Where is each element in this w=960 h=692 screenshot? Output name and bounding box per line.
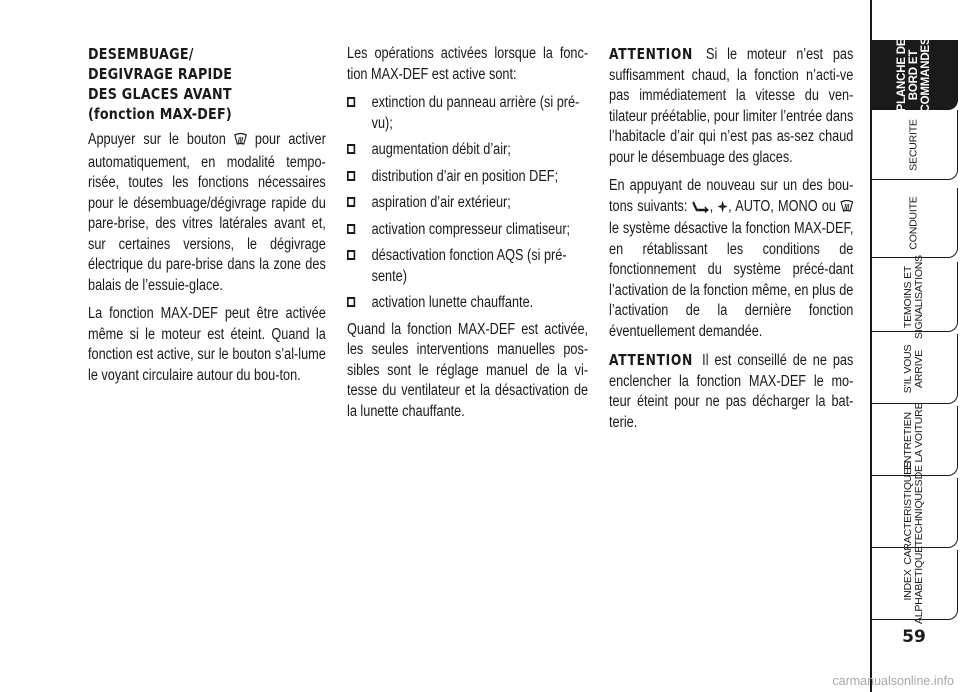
paragraph-intro: Appuyer sur le bouton pour activer automatiquement, en modalité tempo-risée, toutes les fonctions nécessaires pour le désembuage/dégivrage rapide du pare-brise, des vitres latérales avant et, sur certaines versions, le dégivrage électrique du pare-brise dans la zone des balais de l’essuie-glace.	[88, 131, 326, 294]
list-item: aspiration d’air extérieur;	[347, 193, 588, 214]
tab-label: ENTRETIEN DE LA VOITURE	[901, 402, 925, 479]
list-item: distribution d’air en position DEF;	[347, 167, 588, 188]
chapter-index-sidebar	[870, 0, 960, 692]
checkbox-bullet-icon	[347, 250, 355, 260]
tab-caracteristiques[interactable]	[870, 460, 958, 565]
tab-securite[interactable]	[870, 110, 958, 180]
tab-conduite[interactable]	[870, 188, 958, 258]
list-item: activation lunette chauffante.	[347, 293, 588, 314]
list-item: augmentation débit d’air;	[347, 140, 588, 161]
watermark: carmanualsonline.info	[832, 674, 954, 688]
paragraph-manual-interventions: Quand la fonction MAX-DEF est activée, les seules interventions manuelles pos-sibles sont le réglage manuel de la vi-tesse du ventilateur et la désactivation de la lunette chauffante.	[347, 320, 589, 420]
tab-label: INDEX ALPHABETIQUE	[901, 545, 925, 624]
tab-index[interactable]	[870, 545, 958, 624]
checkbox-bullet-icon	[347, 297, 355, 307]
attention-label: ATTENTION	[609, 351, 693, 369]
paragraph-operations-intro: Les opérations activées lorsque la fonc-tion MAX-DEF est active sont:	[347, 45, 589, 83]
defrost-windscreen-icon	[840, 199, 853, 220]
tab-temoins[interactable]	[870, 254, 958, 339]
checkbox-bullet-icon	[347, 171, 355, 181]
checkbox-bullet-icon	[347, 97, 355, 107]
heading-line: (fonction MAX-DEF)	[88, 105, 232, 123]
column-middle	[347, 44, 588, 430]
tab-label: CONDUITE	[907, 195, 919, 250]
checkbox-bullet-icon	[347, 197, 355, 207]
list-item: désactivation fonction AQS (si pré-sente)	[347, 246, 588, 287]
tab-label: PLANCHE DE BORD ET COMMANDES	[895, 37, 932, 112]
attention-note: ATTENTION Si le moteur n’est pas suffisamment chaud, la fonction n’acti-ve pas immédiatement la vitesse du ven-tilateur préétablie, pour limiter l’entrée dans l’habitacle d’air qui n’est pas as-sez chaud pour le désembuage des glaces.	[609, 45, 854, 166]
tab-planche-de-bord[interactable]	[870, 37, 958, 112]
tab-label: TEMOINS ET SIGNALISATIONS	[901, 254, 925, 339]
tab-label: S’IL VOUS ARRIVE	[901, 344, 925, 393]
checkbox-bullet-icon	[347, 144, 355, 154]
list-item: activation compresseur climatiseur;	[347, 220, 588, 241]
defrost-windscreen-icon	[234, 132, 247, 153]
tab-label: SECURITE	[907, 118, 919, 171]
column-left	[88, 44, 326, 394]
paragraph-deactivate: En appuyant de nouveau sur un des bou-tons suivants: , , AUTO, MONO ou le système désactive la fonction MAX-DEF, en rétablissant les conditions de fonctionnement du système précé-dant l’activation de la fonction même, en plus de l’activation de la dernière fonction éventuellement demandée.	[609, 177, 854, 340]
column-right	[609, 44, 853, 441]
page-number: 59	[902, 627, 926, 647]
fan-icon	[717, 199, 728, 220]
operations-list	[347, 93, 588, 314]
list-item: extinction du panneau arrière (si pré-vu);	[347, 93, 588, 134]
tab-sil-vous-arrive[interactable]	[870, 334, 958, 404]
heading-line: DES GLACES AVANT	[88, 85, 232, 103]
section-heading	[88, 44, 326, 124]
heading-line: DESEMBUAGE/	[88, 45, 194, 63]
checkbox-bullet-icon	[347, 224, 355, 234]
seat-airflow-icon	[692, 199, 710, 220]
heading-line: DEGIVRAGE RAPIDE	[88, 65, 233, 83]
attention-note: ATTENTION Il est conseillé de ne pas enclencher la fonction MAX-DEF le mo-teur éteint pour ne pas décharger la bat-terie.	[609, 351, 854, 431]
paragraph-max-def: La fonction MAX-DEF peut être activée même si le moteur est éteint. Quand la fonction est active, sur le bouton s’al-lume le voyant circulaire autour du bou-ton.	[88, 305, 326, 384]
attention-label: ATTENTION	[609, 45, 693, 63]
tab-label: CARACTERISTIQUES TECHNIQUES	[901, 460, 925, 565]
